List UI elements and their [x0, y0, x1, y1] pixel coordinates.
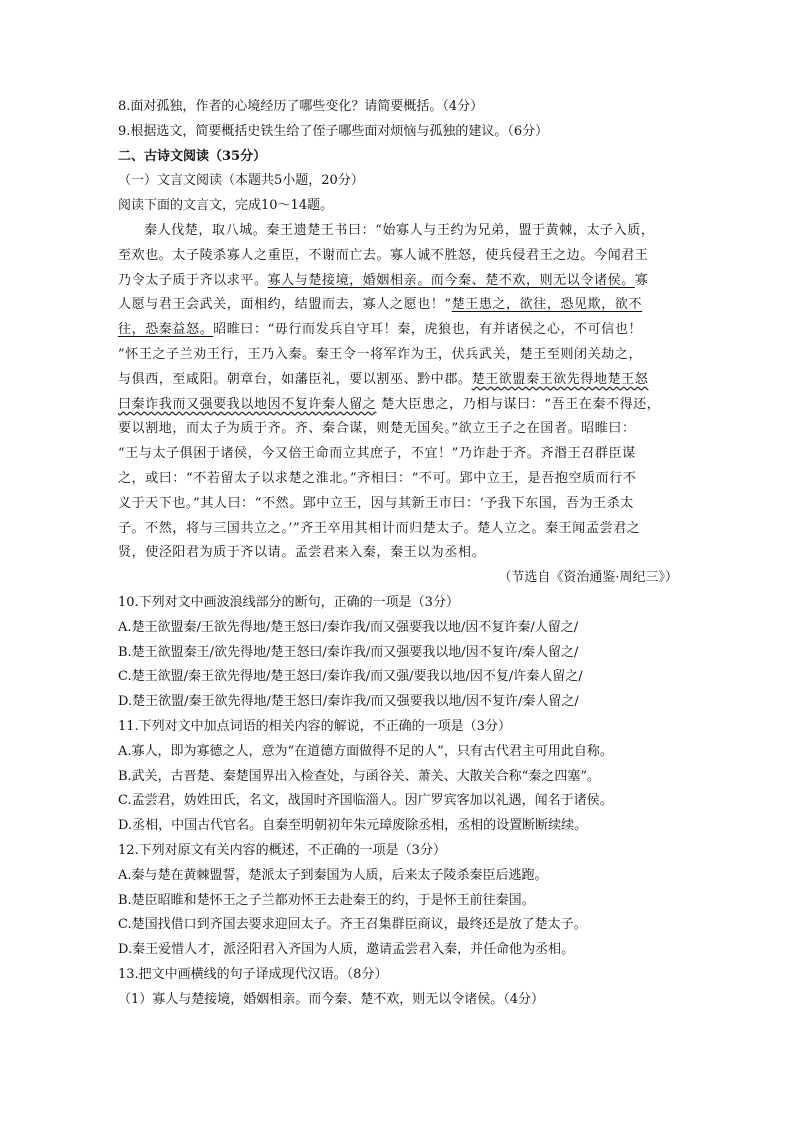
underlined-sentence: 往，恐秦益怒。 — [118, 322, 214, 338]
underlined-sentence: 寡人与楚接境，婚姻相亲。而今秦、楚不欢，则无以令诸侯。 — [267, 272, 635, 288]
subsection-heading: （一）文言文阅读（本题共5小题，20分） — [118, 173, 364, 189]
exam-page — [118, 95, 678, 1012]
passage-line: 义于天下也。”其人曰：“不然。郢中立王，因与其新王市曰：‘予我下东国，吾为王杀太 — [118, 495, 634, 511]
section-heading: 二、古诗文阅读（35分） — [118, 148, 267, 164]
passage-line: 秦人伐楚，取八城。秦王遗楚王书曰：“始寡人与王约为兄弟，盟于黄棘，太子入质， — [144, 222, 655, 238]
translation-item-1: （1）寡人与楚接境，婚姻相亲。而今秦、楚不欢，则无以令诸侯。（4分） — [118, 991, 545, 1007]
wavy-underlined-text: 曰秦诈我而又强要我以地因不复许秦人留之 — [118, 396, 377, 412]
passage-line: 曰秦诈我而又强要我以地因不复许秦人留之 楚大臣患之，乃相与谋曰：“吾王在秦不得还， — [118, 396, 661, 412]
question-11 — [118, 715, 678, 839]
option-c: C.孟尝君，妫姓田氏，名文，战国时齐国临淄人。因广罗宾客加以礼遇，闻名于诸侯。 — [118, 793, 613, 809]
question-8: 8.面对孤独，作者的心境经历了哪些变化？请简要概括。（4分） — [118, 99, 484, 114]
passage-line: “王与太子俱困于诸侯，今又倍王命而立其庶子，不宜！”乃诈赴于齐。齐湣王召群臣谋 — [118, 446, 636, 462]
passage-source: （节选自《资治通鉴·周纪三》） — [498, 570, 678, 586]
wavy-underlined-text: 楚王欲盟秦王欲先得地楚王怒 — [471, 371, 649, 387]
passage-line: 乃令太子质于齐以求平。寡人与楚接境，婚姻相亲。而今秦、楚不欢，则无以令诸侯。寡 — [118, 272, 649, 288]
underlined-sentence: 楚王患之，欲往，恐见欺，欲不 — [451, 297, 643, 313]
passage-line: 至欢也。太子陵杀寡人之重臣，不谢而亡去。寡人诚不胜怒，使兵侵君王之边。今闻君王 — [118, 247, 649, 263]
question-stem: 12.下列对原文有关内容的概述，不正确的一项是（3分） — [118, 842, 446, 858]
passage-line: 要以割地，而太子为质于齐。齐、秦合谋，则楚无国矣。”欲立王子之在国者。昭睢曰： — [118, 421, 636, 437]
passage-line: 与俱西，至咸阳。朝章台，如藩臣礼，要以割巫、黔中郡。楚王欲盟秦王欲先得地楚王怒 — [118, 371, 649, 387]
passage-line: ”怀王之子兰劝王行，王乃入秦。秦王令一将军诈为王，伏兵武关，楚王至则闭关劫之， — [118, 346, 643, 362]
option-a: A.秦与楚在黄棘盟誓，楚派太子到秦国为人质，后来太子陵杀秦臣后逃跑。 — [118, 867, 548, 883]
option-a: A.寡人，即为寡德之人，意为“在道德方面做得不足的人”，只有古代君主可用此自称。 — [118, 743, 613, 759]
option-b: B.楚臣昭睢和楚怀王之子兰都劝怀王去赴秦王的约，于是怀王前往秦国。 — [118, 892, 535, 908]
question-stem: 10.下列对文中画波浪线部分的断句，正确的一项是（3分） — [118, 594, 459, 610]
passage-line: 子。不然，将与三国共立之。’”齐王卒用其相计而归楚太子。楚人立之。秦王闻孟尝君之 — [118, 520, 641, 536]
option-c: C.楚王欲盟/秦王欲先得地/楚王怒曰/秦诈我/而又强/要我以地/因不复/许秦人留之/ — [118, 669, 583, 685]
option-b: B.武关，古晋楚、秦楚国界出入检查处，与函谷关、萧关、大散关合称“秦之四塞”。 — [118, 768, 600, 784]
passage-line: 人愿与君王会武关，面相约，结盟而去，寡人之愿也！”楚王患之，欲往，恐见欺，欲不 — [118, 297, 643, 313]
option-d: D.秦王爱惜人才，派泾阳君入齐国为人质，邀请孟尝君入秦，并任命他为丞相。 — [118, 942, 575, 958]
question-stem: 13.把文中画横线的句子译成现代汉语。（8分） — [118, 966, 388, 982]
question-10 — [118, 591, 678, 715]
option-c: C.楚国找借口到齐国去要求迎回太子。齐王召集群臣商议，最终还是放了楚太子。 — [118, 917, 587, 933]
question-stem: 11.下列对文中加点词语的相关内容的解说，不正确的一项是（3分） — [118, 718, 511, 734]
question-9: 9.根据选文，简要概括史铁生给了侄子哪些面对烦恼与孤独的建议。（6分） — [118, 123, 549, 139]
question-13 — [118, 963, 678, 1013]
passage-line: 往，恐秦益怒。昭睢曰：“毋行而发兵自守耳！秦，虎狼也，有并诸侯之心，不可信也！ — [118, 322, 643, 338]
option-d: D.丞相，中国古代官名。自秦至明朝初年朱元璋废除丞相，丞相的设置断断续续。 — [118, 818, 588, 834]
passage-line: 之，或曰：“不若留太子以求楚之淮北。”齐相曰：“不可。郢中立王，是吾抱空质而行不 — [118, 470, 637, 486]
option-a: A.楚王欲盟秦/王欲先得地/楚王怒曰/秦诈我/而又强要我以地/因不复许秦/人留之/ — [118, 619, 579, 635]
option-b: B.楚王欲盟秦王/欲先得地/楚王怒曰/秦诈我/而又强要我以地/因不复许/秦人留之/ — [118, 644, 579, 660]
passage-line: 贤，使泾阳君为质于齐以请。孟尝君来入秦，秦王以为丞相。 — [118, 545, 486, 561]
option-d: D.楚王欲盟/秦王欲先得地/楚王怒曰/秦诈我/而又强要我以地/因不复许/秦人留之/ — [118, 694, 579, 710]
question-12 — [118, 839, 678, 963]
reading-instruction: 阅读下面的文言文，完成10～14题。 — [118, 198, 334, 214]
classical-passage — [118, 219, 678, 566]
